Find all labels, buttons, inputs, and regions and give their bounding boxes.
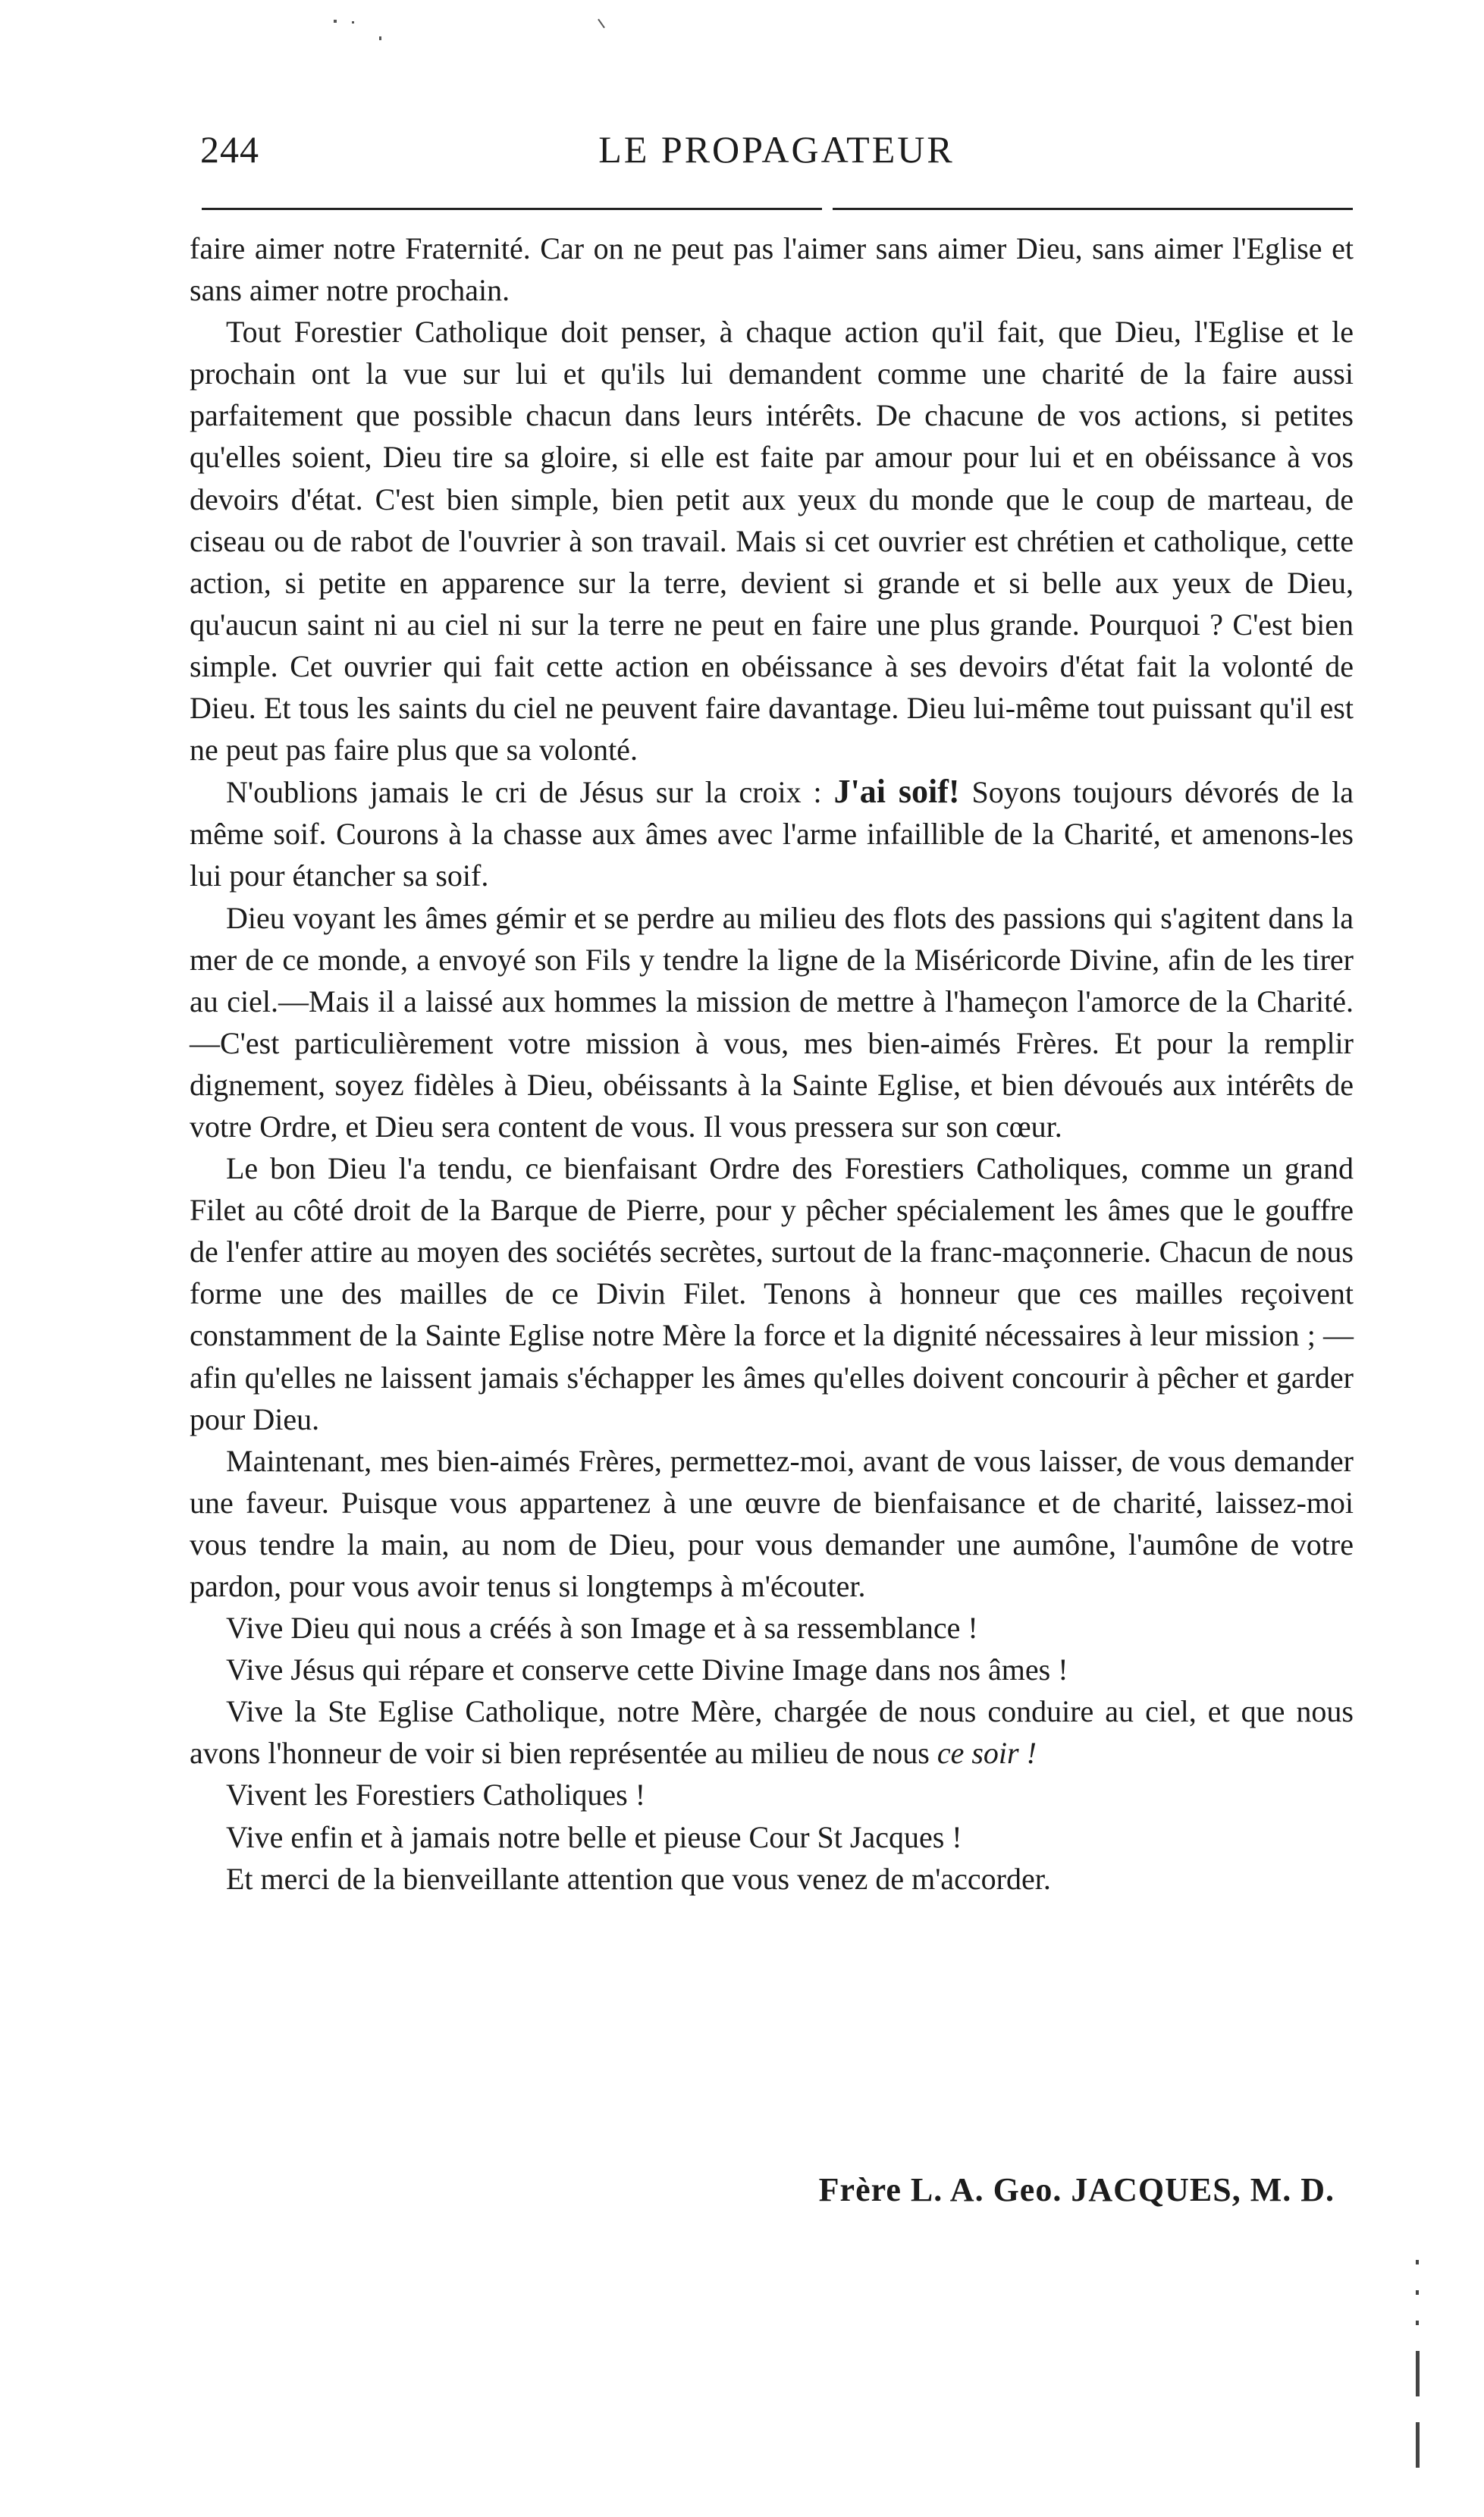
- header-rule-right: [833, 208, 1353, 210]
- header-rule-left: [202, 208, 822, 210]
- paragraph-9: [190, 1690, 1354, 1774]
- print-specks: [334, 14, 637, 59]
- paragraph-9-italic: ce soir !: [937, 1736, 1037, 1771]
- paragraph-4: Dieu voyant les âmes gémir et se perdre au milieu des flots des passions qui s'agitent dans la mer de ce monde, a envoyé son Fils y tendre la ligne de la Miséricorde Divine, afin de les tirer au ciel.—Mais il a laissé aux hommes la mission de mettre à l'hameçon l'amorce de la Charité.—C'est particulièrement votre mission à vous, mes bien-aimés Frères. Et pour la remplir dignement, soyez fidèles à Dieu, obéissants à la Sainte Eglise, et bien dévoués aux intérêts de votre Ordre, et Dieu sera content de vous. Il vous pressera sur son cœur.: [190, 900, 1354, 1144]
- paragraph-7: Vive Dieu qui nous a créés à son Image et à sa ressemblance !: [226, 1611, 978, 1646]
- paragraph-3-emphasis: J'ai soif!: [833, 773, 960, 811]
- paragraph-1: faire aimer notre Fraternité. Car on ne peut pas l'aimer sans aimer Dieu, sans aimer l'Eglise et sans aimer notre prochain.: [190, 231, 1354, 308]
- paragraph-12: Et merci de la bienveillante attention que vous venez de m'accorder.: [226, 1861, 1051, 1896]
- page-header: [200, 127, 1353, 180]
- running-title: LE PROPAGATEUR: [598, 128, 955, 171]
- paragraph-3-text-before: N'oublions jamais le cri de Jésus sur la croix :: [226, 775, 834, 810]
- paragraph-3: [190, 770, 1354, 896]
- margin-marks: [1416, 2260, 1420, 2510]
- paragraph-8: Vive Jésus qui répare et conserve cette Divine Image dans nos âmes !: [226, 1652, 1068, 1687]
- paragraph-11: Vive enfin et à jamais notre belle et pieuse Cour St Jacques !: [226, 1819, 962, 1854]
- signature: Frère L. A. Geo. JACQUES, M. D.: [818, 2171, 1335, 2208]
- paragraph-6: Maintenant, mes bien-aimés Frères, permettez-moi, avant de vous laisser, de vous demander une faveur. Puisque vous appartenez à une œuvre de bienfaisance et de charité, laissez-moi vous tendre la main, au nom de Dieu, pour vous demander une aumône, l'aumône de votre pardon, pour vous avoir tenus si longtemps à m'écouter.: [190, 1443, 1354, 1603]
- paragraph-10: Vivent les Forestiers Catholiques !: [226, 1778, 646, 1812]
- page-number: 244: [200, 128, 259, 171]
- paragraph-2: Tout Forestier Catholique doit penser, à chaque action qu'il fait, que Dieu, l'Eglise et le prochain ont la vue sur lui et qu'ils lui demandent comme une charité de la faire aussi parfaitement que possible chacun dans leurs intérêts. De chacune de vos actions, si petites qu'elles soient, Dieu tire sa gloire, si elle est faite par amour pour lui et en obéissance à vos devoirs d'état. C'est bien simple, bien petit aux yeux du monde que le coup de marteau, de ciseau ou de rabot de l'ouvrier à son travail. Mais si cet ouvrier est chrétien et catholique, cette action, si petite en apparence sur la terre, devient si grande et si belle aux yeux de Dieu, qu'aucun saint ni au ciel ni sur la terre ne peut en faire une plus grande. Pourquoi ? C'est bien simple. Cet ouvrier qui fait cette action en obéissance à ses devoirs d'état fait la volonté de Dieu. Et tous les saints du ciel ne peuvent faire davantage. Dieu lui-même tout puissant qu'il est ne peut pas faire plus que sa volonté.: [190, 315, 1354, 767]
- paragraph-5: Le bon Dieu l'a tendu, ce bienfaisant Ordre des Forestiers Catholiques, comme un grand Filet au côté droit de la Barque de Pierre, pour y pêcher spécialement les âmes que le gouffre de l'enfer attire au moyen des sociétés secrètes, surtout de la franc-maçonnerie. Chacun de nous forme une des mailles de ce Divin Filet. Tenons à honneur que ces mailles reçoivent constamment de la Sainte Eglise notre Mère la force et la dignité nécessaires à leur mission ; — afin qu'elles ne laissent jamais s'échapper les âmes qu'elles doivent concourir à pêcher et garder pour Dieu.: [190, 1151, 1354, 1436]
- paragraph-3-text-after: Soyons toujours dévorés de la même soif. Courons à la chasse aux âmes avec l'arme infaillible de la Charité, et amenons-les lui pour étancher sa soif.: [190, 775, 1354, 893]
- article-body: [190, 228, 1354, 1900]
- paragraph-9-text-before: Vive la Ste Eglise Catholique, notre Mère, chargée de nous conduire au ciel, et que nous avons l'honneur de voir si bien représentée au milieu de nous: [190, 1694, 1354, 1771]
